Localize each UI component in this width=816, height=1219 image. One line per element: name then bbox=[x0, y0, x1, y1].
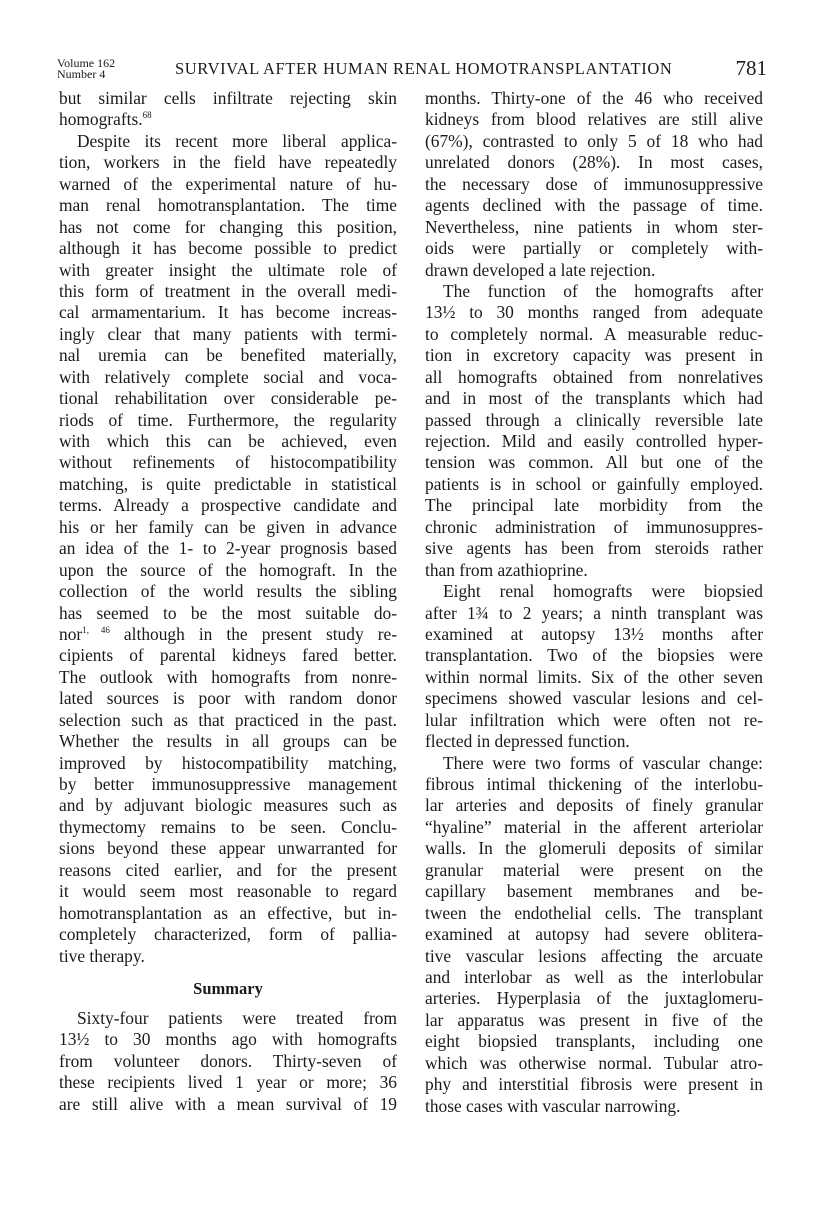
text-line: with greater insight the ultimate role of bbox=[59, 259, 397, 280]
text-line: within normal limits. Six of the other seven bbox=[425, 666, 763, 687]
text-line: although it has become possible to predict bbox=[59, 238, 397, 259]
text-line: lar arteries and deposits of finely granular bbox=[425, 795, 763, 816]
left-column bbox=[59, 88, 397, 1115]
text-line: Whether the results in all groups can be bbox=[59, 731, 397, 752]
text-line: Sixty-four patients were treated from bbox=[77, 1007, 397, 1028]
text-line: has seemed to be the most suitable do- bbox=[59, 602, 397, 623]
text-line: tension was common. All but one of the bbox=[425, 452, 763, 473]
text-line: ingly clear that many patients with termi- bbox=[59, 323, 397, 344]
text-line: 13½ to 30 months ranged from adequate bbox=[425, 302, 763, 323]
text-line: these recipients lived 1 year or more; 36 bbox=[59, 1072, 397, 1093]
text-line: are still alive with a mean survival of 19 bbox=[59, 1093, 397, 1114]
text-line: tive vascular lesions affecting the arcuate bbox=[425, 945, 763, 966]
text-line: chronic administration of immunosuppres- bbox=[425, 516, 763, 537]
text-line: terms. Already a prospective candidate and bbox=[59, 495, 397, 516]
text-line: thymectomy remains to be seen. Conclu- bbox=[59, 816, 397, 837]
section-heading-summary: Summary bbox=[193, 978, 263, 998]
text-line: sions beyond these appear unwarranted for bbox=[59, 838, 397, 859]
volume-label: Volume 162 bbox=[57, 56, 116, 70]
volume-info bbox=[57, 58, 115, 80]
text-line bbox=[59, 624, 397, 645]
text-line: capillary basement membranes and be- bbox=[425, 881, 763, 902]
text-line: by better immunosuppressive management bbox=[59, 774, 397, 794]
text-line: those cases with vascular narrowing. bbox=[425, 1095, 681, 1116]
right-column bbox=[425, 88, 763, 1117]
text-line: fibrous intimal thickening of the interlobu- bbox=[425, 774, 763, 794]
text-line: sive agents has been from steroids rather bbox=[425, 538, 763, 559]
paragraph bbox=[59, 131, 397, 967]
text-line: The function of the homografts after bbox=[443, 280, 763, 301]
text-line: walls. In the glomeruli deposits of similar bbox=[425, 838, 763, 859]
text-line: an idea of the 1- to 2-year prognosis based bbox=[59, 538, 397, 559]
text-line: rejection. Mild and easily controlled hyper- bbox=[425, 431, 763, 451]
text-line: this form of treatment in the overall medi- bbox=[59, 280, 397, 301]
text-line: tion in excretory capacity was present in bbox=[425, 345, 763, 366]
page-header bbox=[57, 56, 767, 90]
text-line: patients is in school or gainfully employed. bbox=[425, 473, 763, 494]
text-line: There were two forms of vascular change: bbox=[443, 752, 763, 773]
text-line: it would seem most reasonable to regard bbox=[59, 881, 397, 902]
text-line: completely characterized, form of pallia- bbox=[59, 924, 397, 945]
text-line: tional rehabilitation over considerable pe- bbox=[59, 388, 397, 409]
text-line: with relatively complete social and voca- bbox=[59, 366, 397, 387]
text-line: tion, workers in the field have repeatedly bbox=[59, 152, 397, 173]
text-line: matching, is quite predictable in statistical bbox=[59, 473, 397, 494]
text-line: lular infiltration which were often not re- bbox=[425, 709, 763, 730]
text-line: reasons cited earlier, and for the present bbox=[59, 859, 397, 880]
text-line: which was otherwise normal. Tubular atro- bbox=[425, 1052, 763, 1073]
text-line: improved by histocompatibility matching, bbox=[59, 752, 397, 773]
text-line: kidneys from blood relatives are still alive bbox=[425, 109, 763, 130]
text-line: without refinements of histocompatibility bbox=[59, 452, 397, 473]
text-line: transplantation. Two of the biopsies were bbox=[425, 645, 763, 666]
text-line: after 1¾ to 2 years; a ninth transplant was bbox=[425, 602, 763, 623]
reference-superscript: 68 bbox=[142, 110, 152, 121]
text-line: unrelated donors (28%). In most cases, bbox=[425, 152, 763, 173]
text-line bbox=[59, 109, 397, 130]
text-line: lar apparatus was present in five of the bbox=[425, 1009, 763, 1030]
reference-superscript: 1, 46 bbox=[82, 624, 110, 635]
text-line: examined at autopsy had severe oblitera- bbox=[425, 924, 763, 945]
text-line: nal uremia can be benefited materially, bbox=[59, 345, 397, 366]
text-line: “hyaline” material in the afferent arteriolar bbox=[425, 816, 763, 837]
text-line: examined at autopsy 13½ months after bbox=[425, 623, 763, 644]
paragraph bbox=[59, 88, 397, 131]
text-line: The outlook with homografts from nonre- bbox=[59, 666, 397, 687]
text-line: arteries. Hyperplasia of the juxtaglomeru- bbox=[425, 988, 763, 1009]
text-line: than from azathioprine. bbox=[425, 559, 588, 580]
summary-paragraph bbox=[59, 1008, 397, 1115]
text-line: months. Thirty-one of the 46 who received bbox=[425, 88, 763, 108]
text-line: all homografts obtained from nonrelatives bbox=[425, 366, 763, 387]
text-line: and by adjuvant biologic measures such as bbox=[59, 795, 397, 816]
text-line: with which this can be achieved, even bbox=[59, 431, 397, 451]
text-fragment: homografts. bbox=[59, 109, 143, 130]
text-line: tive therapy. bbox=[59, 945, 145, 966]
text-line: homotransplantation as an effective, but in- bbox=[59, 902, 397, 923]
text-line: granular material were present on the bbox=[425, 859, 763, 880]
text-line: Despite its recent more liberal applica- bbox=[77, 130, 397, 151]
text-line: selection such as that practiced in the past. bbox=[59, 709, 397, 730]
text-line: 13½ to 30 months ago with homografts bbox=[59, 1029, 397, 1050]
text-line: passed through a clinically reversible late bbox=[425, 409, 763, 430]
text-line: his or her family can be given in advance bbox=[59, 516, 397, 537]
text-line: and in most of the transplants which had bbox=[425, 388, 763, 409]
text-line: the necessary dose of immunosuppressive bbox=[425, 173, 763, 194]
text-line: oids were partially or completely with- bbox=[425, 238, 763, 259]
paragraph bbox=[425, 581, 763, 753]
text-line: has not come for changing this position, bbox=[59, 216, 397, 237]
text-line: flected in depressed function. bbox=[425, 731, 630, 752]
text-line: cipients of parental kidneys fared better. bbox=[59, 645, 397, 666]
paragraph bbox=[425, 281, 763, 581]
running-title: SURVIVAL AFTER HUMAN RENAL HOMOTRANSPLANTATION bbox=[175, 59, 673, 78]
text-line: cal armamentarium. It has become increas- bbox=[59, 302, 397, 323]
text-line: warned of the experimental nature of hu- bbox=[59, 173, 397, 194]
text-fragment: nor bbox=[59, 623, 83, 644]
text-line: (67%), contrasted to only 5 of 18 who had bbox=[425, 130, 763, 151]
text-line: but similar cells infiltrate rejecting skin bbox=[59, 88, 397, 108]
text-line: tween the endothelial cells. The transplant bbox=[425, 902, 763, 923]
text-fragment: although in the present study re- bbox=[109, 623, 397, 644]
text-line: specimens showed vascular lesions and cel- bbox=[425, 688, 763, 709]
text-line: Eight renal homografts were biopsied bbox=[443, 581, 763, 602]
text-line: man renal homotransplantation. The time bbox=[59, 195, 397, 216]
paragraph bbox=[425, 753, 763, 1117]
text-line: and interlobar as well as the interlobular bbox=[425, 966, 763, 987]
text-line: riods of time. Furthermore, the regularity bbox=[59, 409, 397, 430]
text-line: lated sources is poor with random donor bbox=[59, 688, 397, 709]
text-line: collection of the world results the sibling bbox=[59, 581, 397, 602]
text-line: The principal late morbidity from the bbox=[425, 495, 763, 516]
text-line: upon the source of the homograft. In the bbox=[59, 559, 397, 580]
text-line: Nevertheless, nine patients in whom ster- bbox=[425, 216, 763, 237]
text-line: agents declined with the passage of time. bbox=[425, 195, 763, 216]
page-number: 781 bbox=[735, 56, 767, 80]
text-line: eight biopsied transplants, including one bbox=[425, 1031, 763, 1052]
text-line: drawn developed a late rejection. bbox=[425, 259, 656, 280]
paragraph bbox=[425, 88, 763, 281]
text-line: phy and interstitial fibrosis were present in bbox=[425, 1074, 763, 1095]
text-line: to completely normal. A measurable reduc- bbox=[425, 323, 763, 344]
text-line: from volunteer donors. Thirty-seven of bbox=[59, 1050, 397, 1071]
issue-number-label: Number 4 bbox=[57, 67, 106, 81]
